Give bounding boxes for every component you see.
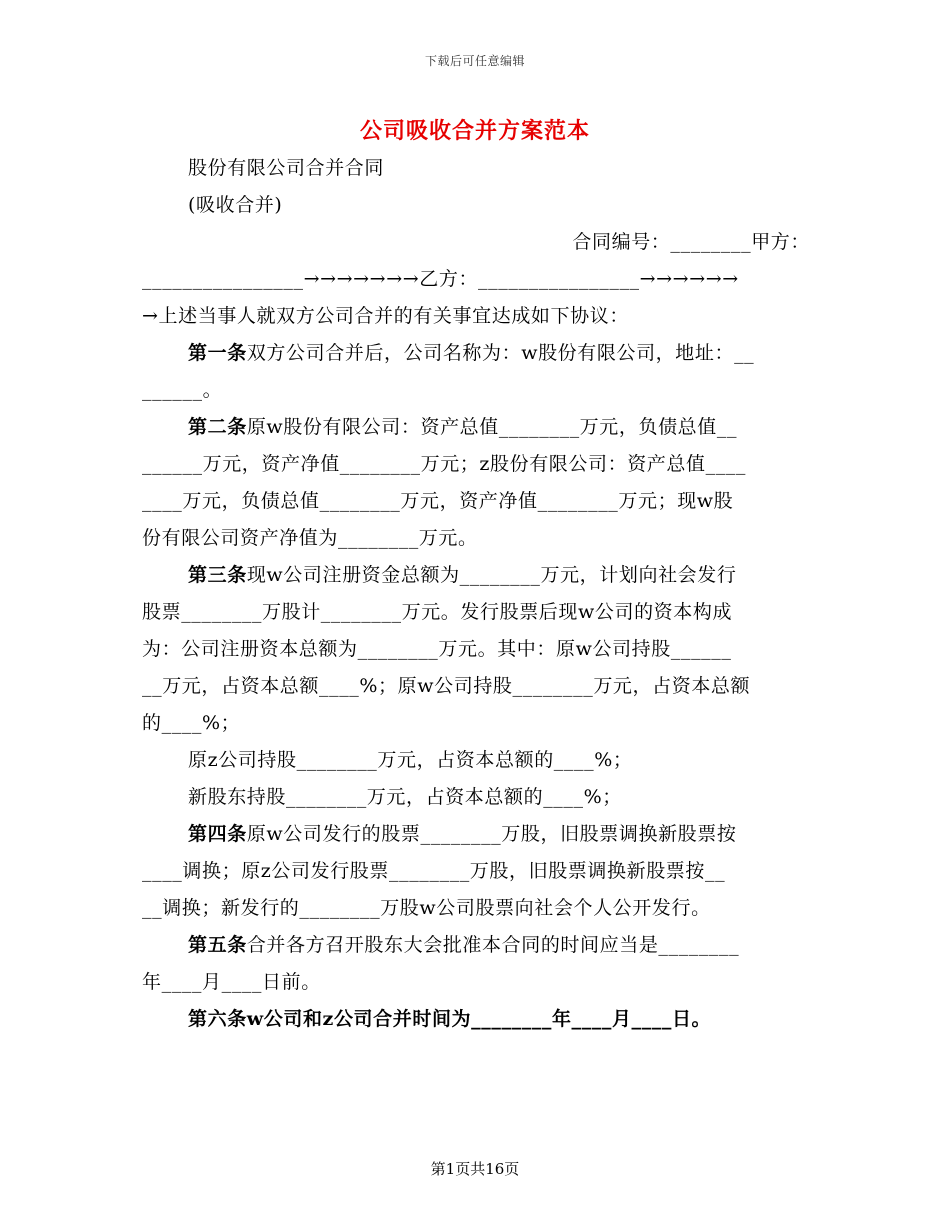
article-2-line: ____万元，负债总值________万元，资产净值________万元；现w股 [142, 490, 734, 512]
article-2-line: ______万元，资产净值________万元；z股份有限公司：资产总值____ [142, 453, 747, 475]
contract-name: 股份有限公司合并合同 [188, 157, 385, 179]
article-3-heading: 第三条 [188, 564, 247, 586]
article-1-line [142, 335, 810, 372]
party-line: ________________→→→→→→→乙方：________________→→→→→→ [142, 268, 739, 290]
agreement-intro: →上述当事人就双方公司合并的有关事宜达成如下协议： [142, 305, 629, 327]
article-4-heading: 第四条 [188, 823, 247, 845]
article-1-heading: 第一条 [188, 342, 247, 364]
article-3-line: 为：公司注册资本总额为________万元。其中：原w公司持股______ [142, 638, 732, 660]
article-2-line [142, 409, 810, 446]
article-2-heading: 第二条 [188, 416, 247, 438]
article-3-line: 新股东持股________万元，占资本总额的____%； [188, 786, 622, 808]
article-5-line: 年____月____日前。 [142, 971, 321, 993]
article-5-heading: 第五条 [188, 934, 247, 956]
article-3-line: 股票________万股计________万元。发行股票后现w公司的资本构成 [142, 601, 733, 623]
article-4-line: __调换；新发行的________万股w公司股票向社会个人公开发行。 [142, 897, 711, 919]
article-5-line [142, 927, 810, 964]
article-3-line: __万元，占资本总额____%；原w公司持股________万元，占资本总额 [142, 675, 751, 697]
article-1-text: 双方公司合并后，公司名称为：w股份有限公司，地址：__ [246, 342, 755, 364]
article-3-line [142, 557, 810, 594]
article-2-line: 份有限公司资产净值为________万元。 [142, 527, 478, 549]
article-5-text: 合并各方召开股东大会批准本合同的时间应当是________ [246, 934, 740, 956]
article-2-text: 原w股份有限公司：资产总值________万元，负债总值__ [246, 416, 738, 438]
article-3-line: 原z公司持股________万元，占资本总额的____%； [188, 749, 633, 771]
page-footer: 第1页共16页 [430, 1160, 520, 1178]
article-3-text: 现w公司注册资金总额为________万元，计划向社会发行 [246, 564, 737, 586]
article-4-line [142, 816, 810, 853]
document-body [142, 150, 810, 1038]
document-title: 公司吸收合并方案范本 [359, 118, 590, 144]
contract-subtitle: (吸收合并) [188, 194, 283, 216]
article-4-line: ____调换；原z公司发行股票________万股，旧股票调换新股票按__ [142, 860, 726, 882]
article-3-line: 的____%； [142, 712, 241, 734]
page-header: 下载后可任意编辑 [424, 54, 525, 68]
contract-number-line: 合同编号：________甲方： [572, 231, 810, 253]
article-6-line: 第六条w公司和z公司合并时间为________年____月____日。 [188, 1008, 712, 1030]
article-1-line: ______。 [142, 379, 223, 401]
article-4-text: 原w公司发行的股票________万股，旧股票调换新股票按 [246, 823, 737, 845]
